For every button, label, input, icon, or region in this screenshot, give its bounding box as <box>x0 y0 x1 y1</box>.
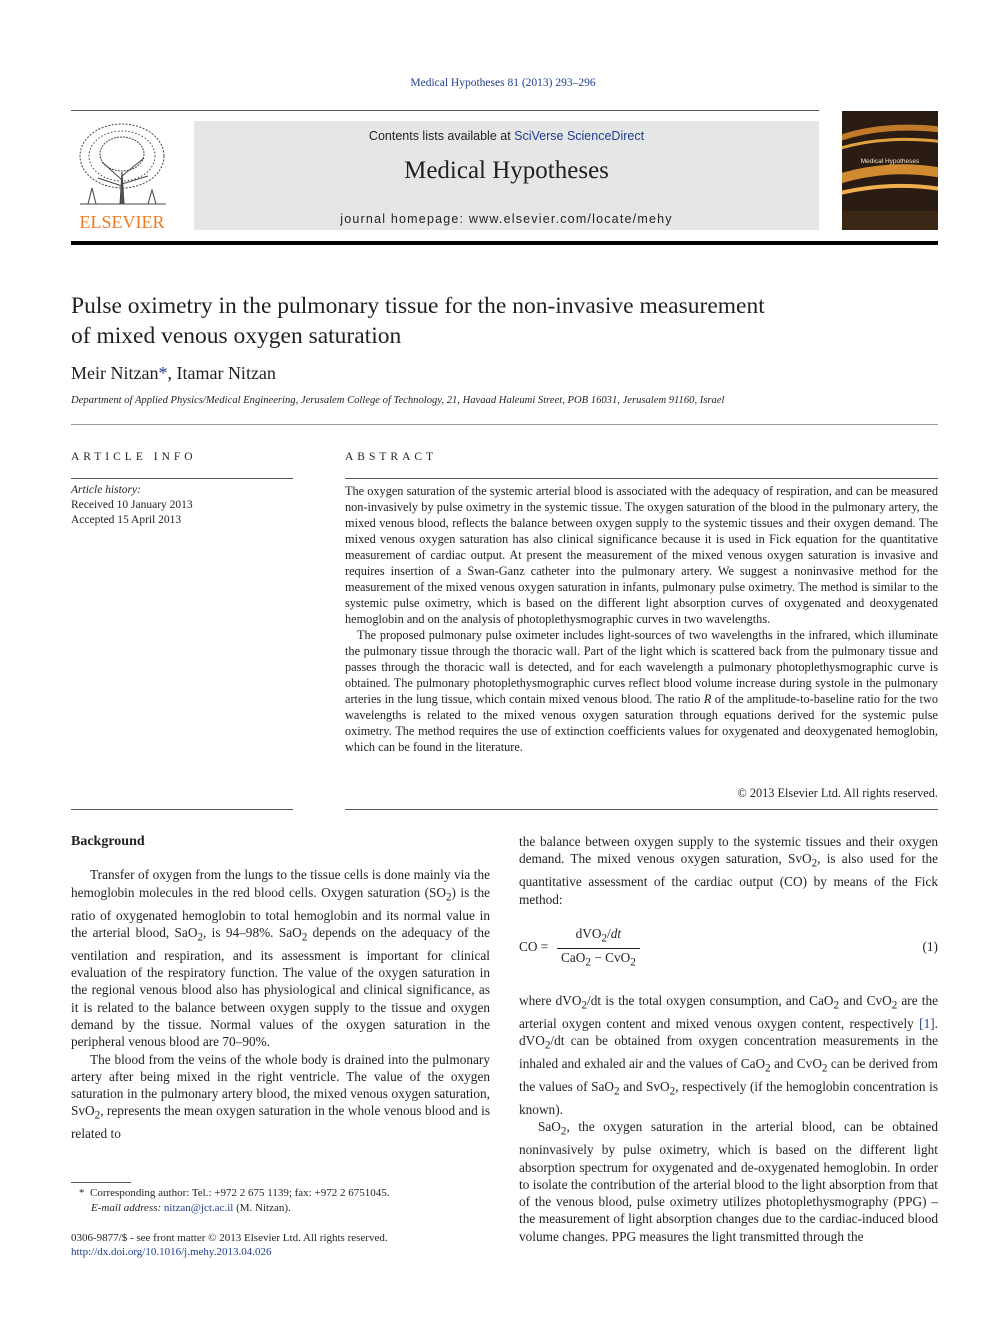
abstract-bottom-rule <box>345 809 938 810</box>
body-paragraph: where dVO$_2$/dt is the total oxygen consumption, and CaO$_2$ and CvO$_2$ are the arterial oxygen content and mixed venous oxygen content, respectively [1]. dVO$_2$/dt can be obtained from oxygen concentration measurements in the inhaled and exhaled air and the values of CaO$_2$ and CvO$_2$ can be derived from the values of SaO$_2$ and SvO$_2$, respectively (if the hemoglobin concentration is known). <box>519 992 939 1117</box>
journal-banner <box>194 121 819 230</box>
body-column-right <box>519 833 938 1245</box>
equation-fraction: dVO$_2$/dt CaO$_2$ − CvO$_2$ <box>557 925 640 972</box>
doi-link[interactable]: http://dx.doi.org/10.1016/j.mehy.2013.04.026 <box>71 1246 272 1258</box>
journal-cover[interactable] <box>842 111 938 230</box>
header-thick-rule <box>71 241 938 245</box>
equation-number: (1) <box>922 938 938 954</box>
body-paragraph: The blood from the veins of the whole body is drained into the pulmonary artery after being mixed in the right ventricle. The value of the oxygen saturation in the pulmonary artery blood, the mixed venous oxygen saturation, SvO$_2$, represents the mean oxygen saturation in the whole venous blood and is related to <box>71 1051 490 1142</box>
footnote-rule <box>71 1182 131 1183</box>
copyright-notice: © 2013 Elsevier Ltd. All rights reserved. <box>737 786 938 800</box>
affiliation: Department of Applied Physics/Medical Engineering, Jerusalem College of Technology, 21, Havaad Haleumi Street, POB 16031, Jerusalem 91160, Israel <box>71 395 725 406</box>
corresponding-author-mark[interactable]: * <box>158 363 168 383</box>
article-info-heading: ARTICLE INFO <box>71 451 197 463</box>
journal-homepage[interactable]: journal homepage: www.elsevier.com/locate/mehy <box>340 212 673 226</box>
sciencedirect-link[interactable]: SciVerse ScienceDirect <box>514 129 645 143</box>
fick-equation: CO = dVO$_2$/dt CaO$_2$ − CvO$_2$ (1) <box>519 925 938 975</box>
body-paragraph: Transfer of oxygen from the lungs to the tissue cells is done mainly via the hemoglobin molecules in the red blood cells. Oxygen saturation $(SO_2)$ is the ratio of oxygenated hemoglobin to total hemoglobin and its normal value in the arterial blood, SaO$_2$, is 94–98%. SaO$_2$ depends on the adequacy of the ventilation and respiration, and its assessment is important for clinical evaluation of the respiratory function. The value of the oxygen saturation in the regional venous blood also has physiological and clinical significance, as it is related to the balance between oxygen supply to the tissue and oxygen demand by the tissue. Normal values of the oxygen saturation in the peripheral venous blood are 70–90%. <box>71 867 490 1050</box>
journal-citation[interactable]: Medical Hypotheses 81 (2013) 293–296 <box>410 77 596 89</box>
abstract-paragraph: The oxygen saturation of the systemic arterial blood is associated with the adequacy of respiration, and can be measured non-invasively by pulse oximetry in the systemic tissue. The oxygen saturation of the blood in the pulmonary artery, the mixed venous blood, reflects the balance between oxygen supply to the systemic tissues and their oxygen demand. The mixed venous oxygen saturation has also clinical significance because it is used in Fick equation for the quantitative measurement of cardiac output. At present the measurement of the mixed venous oxygen saturation is invasive and requires insertion of a Swan-Ganz catheter into the pulmonary artery. We suggest a noninvasive method for the measurement of the mixed venous oxygen saturation in infants, pulmonary pulse oximetry. The method is similar to the systemic pulse oximetry, which is based on the different light absorption curves of oxygenated and deoxygenated hemoglobin and on the analysis of photoplethysmographic curves in two wavelengths. <box>345 484 938 626</box>
svg-text:Medical Hypotheses: Medical Hypotheses <box>860 158 920 165</box>
article-history: Article history: Received 10 January 2013 Accepted 15 April 2013 <box>71 484 193 526</box>
contents-line: Contents lists available at SciVerse ScienceDirect <box>368 129 645 143</box>
section-heading: Background <box>71 834 145 849</box>
elsevier-logo[interactable] <box>70 118 174 232</box>
cover-image-icon <box>842 111 938 230</box>
reference-link[interactable]: [1] <box>919 1015 935 1031</box>
abstract-rule <box>345 478 938 479</box>
article-title: Pulse oximetry in the pulmonary tissue for the non-invasive measurement of mixed venous oxygen saturation <box>71 293 765 349</box>
abstract-paragraph: The proposed pulmonary pulse oximeter includes light-sources of two wavelengths in the infrared, which illuminate the pulmonary tissue through the thoracic wall. Part of the light which is scattered back from the pulmonary tissue and passes through the thoracic wall is detected, and for each wavelength a pulmonary photoplethysmographic curve is obtained. The pulmonary photoplethysmographic curves reflect blood volume increase during systole in the pulmonary arteries in the lung tissue, which contain mixed venous blood. The ratio R of the amplitude-to-baseline ratio for the two wavelengths is related to the mixed venous oxygen saturation through equations derived for the systemic pulse oximetry. The method requires the use of extinction coefficients values for oxygenated and deoxygenated hemoglobin, which can be found in the literature. <box>345 628 938 754</box>
body-paragraph: SaO$_2$, the oxygen saturation in the arterial blood, can be obtained noninvasively by pulse oximetry, which is based on the different light absorption spectrum for oxygenated and de-oxygenated hemoglobin. In order to isolate the contribution of the arterial blood to the light absorption from that of the venous blood, pulse oximetry utilizes photoplethysmography (PPG) – the measurement of light absorption changes due to the cardiac-induced blood volume changes. PPG measures the light transmitted through the <box>519 1119 938 1244</box>
body-column-left <box>71 833 490 1143</box>
affiliation-rule <box>71 424 938 425</box>
issn-line: 0306-9877/$ - see front matter © 2013 Elsevier Ltd. All rights reserved. <box>71 1232 388 1244</box>
author-name: Itamar Nitzan <box>176 363 276 383</box>
front-matter <box>71 1231 491 1259</box>
author-name: Meir Nitzan <box>71 363 159 383</box>
corresponding-author-footnote: * Corresponding author: Tel.: +972 2 675 1139; fax: +972 2 6751045. E-mail address: nitzan@jct.ac.il (M. Nitzan). <box>79 1187 390 1214</box>
article-info-rule <box>71 478 293 479</box>
body-paragraph: the balance between oxygen supply to the systemic tissues and their oxygen demand. The mixed venous oxygen saturation, SvO$_2$, is also used for the quantitative assessment of the cardiac output (CO) by means of the Fick method: <box>519 834 939 907</box>
journal-name: Medical Hypotheses <box>404 157 609 184</box>
author-list: Meir Nitzan*, Itamar Nitzan <box>71 363 276 383</box>
svg-text:ELSEVIER: ELSEVIER <box>79 212 165 232</box>
abstract-heading: ABSTRACT <box>345 451 438 463</box>
author-email-link[interactable]: nitzan@jct.ac.il <box>163 1202 234 1214</box>
abstract-text <box>345 483 938 755</box>
header-rule <box>71 110 819 111</box>
article-info-bottom-rule <box>71 809 293 810</box>
elsevier-tree-icon <box>70 118 174 232</box>
